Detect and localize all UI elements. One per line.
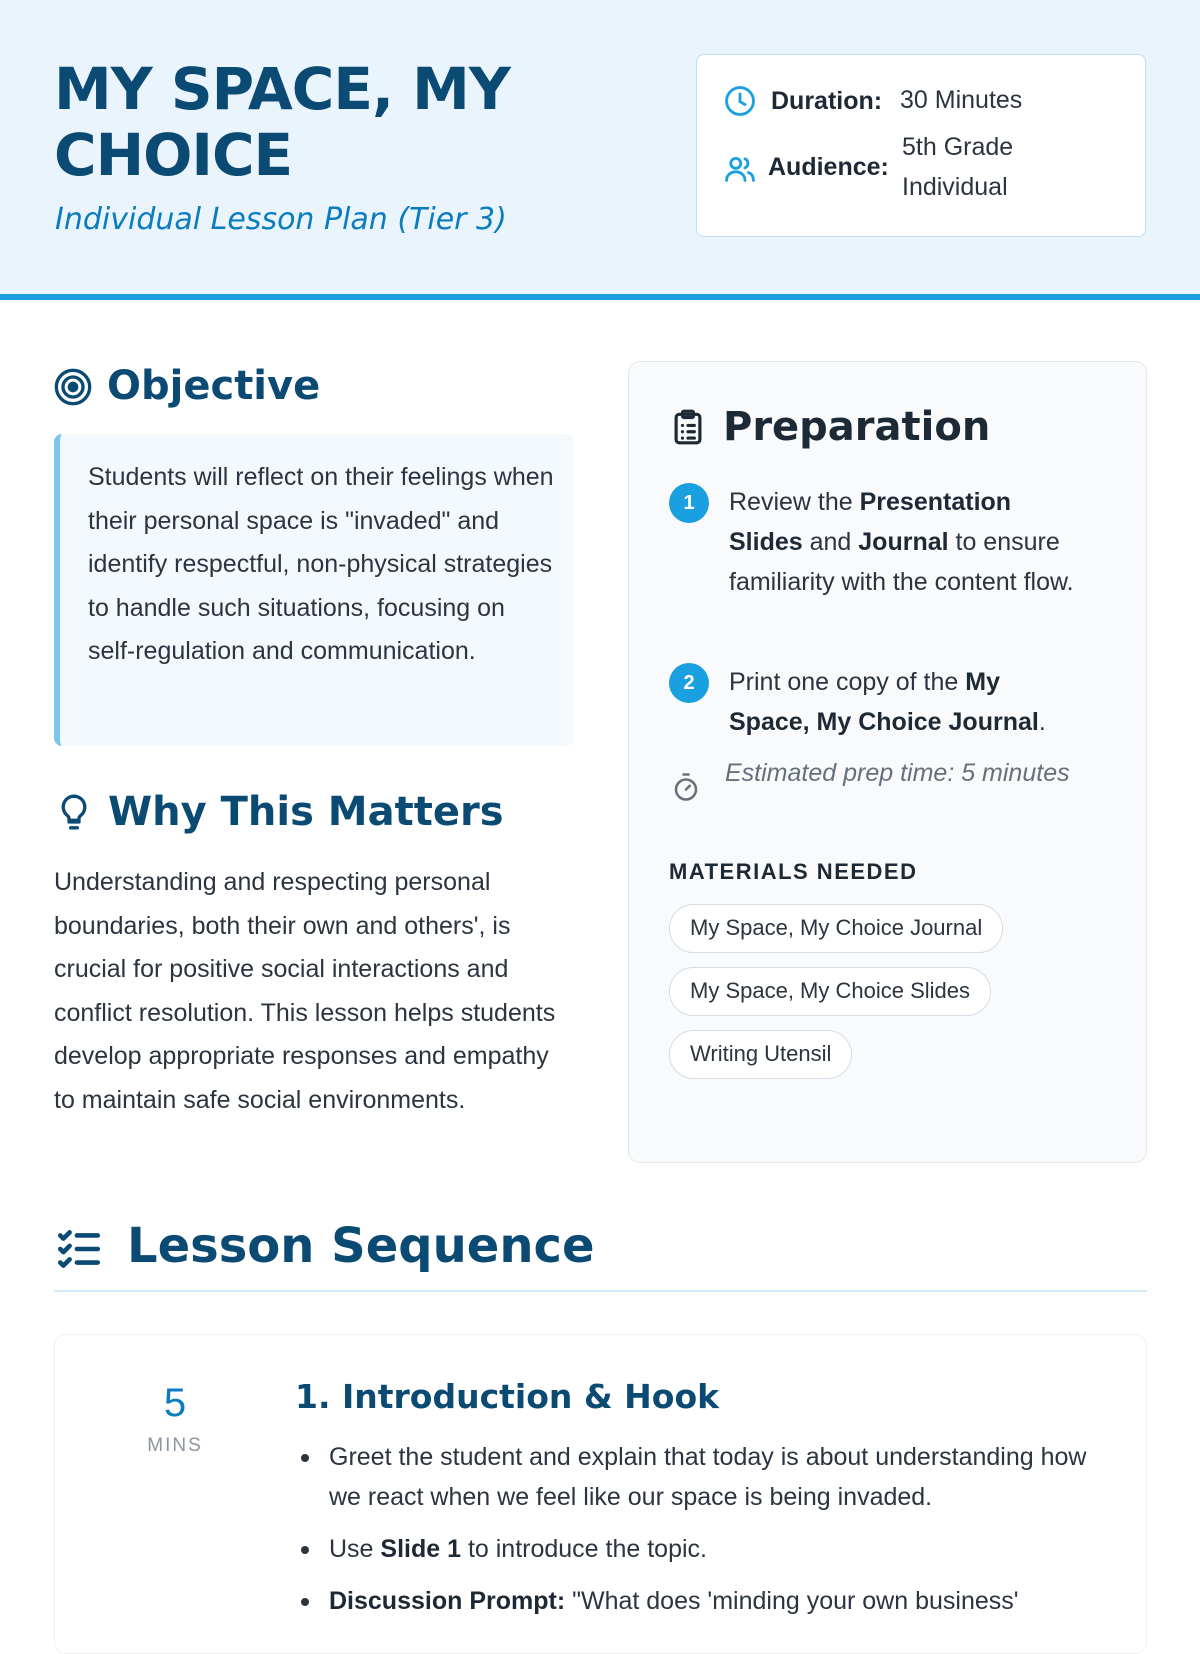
prep-step-text: Print one copy of the My Space, My Choice Journal.: [729, 668, 1046, 736]
section-divider: [54, 1290, 1147, 1292]
preparation-heading: Preparation: [723, 404, 991, 450]
step-bullet: Use Slide 1 to introduce the topic.: [295, 1529, 1115, 1569]
material-pill: My Space, My Choice Slides: [669, 967, 991, 1016]
step-bullet: Greet the student and explain that today is about understanding how we react when we feel like our space is being invaded.: [295, 1437, 1115, 1517]
step-minutes-label: MINS: [147, 1435, 203, 1456]
why-text: Understanding and respecting personal boundaries, both their own and others', is crucial for positive social interactions and conflict resolution. This lesson helps students develop appropriate responses and empathy to maintain safe social environments.: [54, 868, 556, 1114]
clock-icon: [723, 84, 757, 118]
target-icon: [53, 367, 93, 407]
materials-label: MATERIALS NEEDED: [669, 859, 918, 884]
step-bullet-list: [295, 1437, 1115, 1633]
audience-label: Audience:: [768, 153, 889, 181]
duration-label: Duration:: [771, 87, 883, 115]
page-title: MY SPACE, MY CHOICE: [54, 55, 510, 189]
prep-step-number: 2: [669, 663, 709, 703]
step-bullet: Discussion Prompt: "What does 'minding your own business': [295, 1581, 1115, 1621]
page-header: [0, 0, 1200, 300]
material-pill: Writing Utensil: [669, 1030, 852, 1079]
prep-step-number: 1: [669, 483, 709, 523]
lesson-step-card: [54, 1334, 1147, 1654]
users-icon: [723, 152, 757, 186]
material-pill: My Space, My Choice Journal: [669, 904, 1003, 953]
duration-value: 30 Minutes: [900, 86, 1023, 114]
objective-text: Students will reflect on their feelings when their personal space is "invaded" and identify respectful, non-physical strategies to handle such situations, focusing on self-regulation and communication.: [88, 463, 554, 665]
lesson-sequence-heading: Lesson Sequence: [127, 1218, 595, 1274]
stopwatch-icon: [671, 772, 701, 802]
lesson-meta-card: [696, 54, 1146, 237]
why-heading: Why This Matters: [108, 789, 504, 835]
audience-value-format: Individual: [902, 173, 1008, 201]
page-subtitle: Individual Lesson Plan (Tier 3): [55, 202, 507, 237]
audience-value-grade: 5th Grade: [902, 133, 1014, 161]
prep-step-text: Review the Presentation Slides and Journal to ensure familiarity with the content flow.: [729, 488, 1074, 596]
preparation-card: [628, 361, 1147, 1163]
prep-time-estimate: Estimated prep time: 5 minutes: [725, 759, 1070, 787]
step-minutes: 5: [163, 1381, 187, 1425]
objective-heading: Objective: [107, 363, 321, 409]
objective-callout: [54, 434, 574, 746]
list-check-icon: [54, 1224, 104, 1274]
lightbulb-icon: [54, 792, 94, 832]
step-title: 1. Introduction & Hook: [295, 1377, 720, 1416]
clipboard-icon: [669, 408, 707, 446]
